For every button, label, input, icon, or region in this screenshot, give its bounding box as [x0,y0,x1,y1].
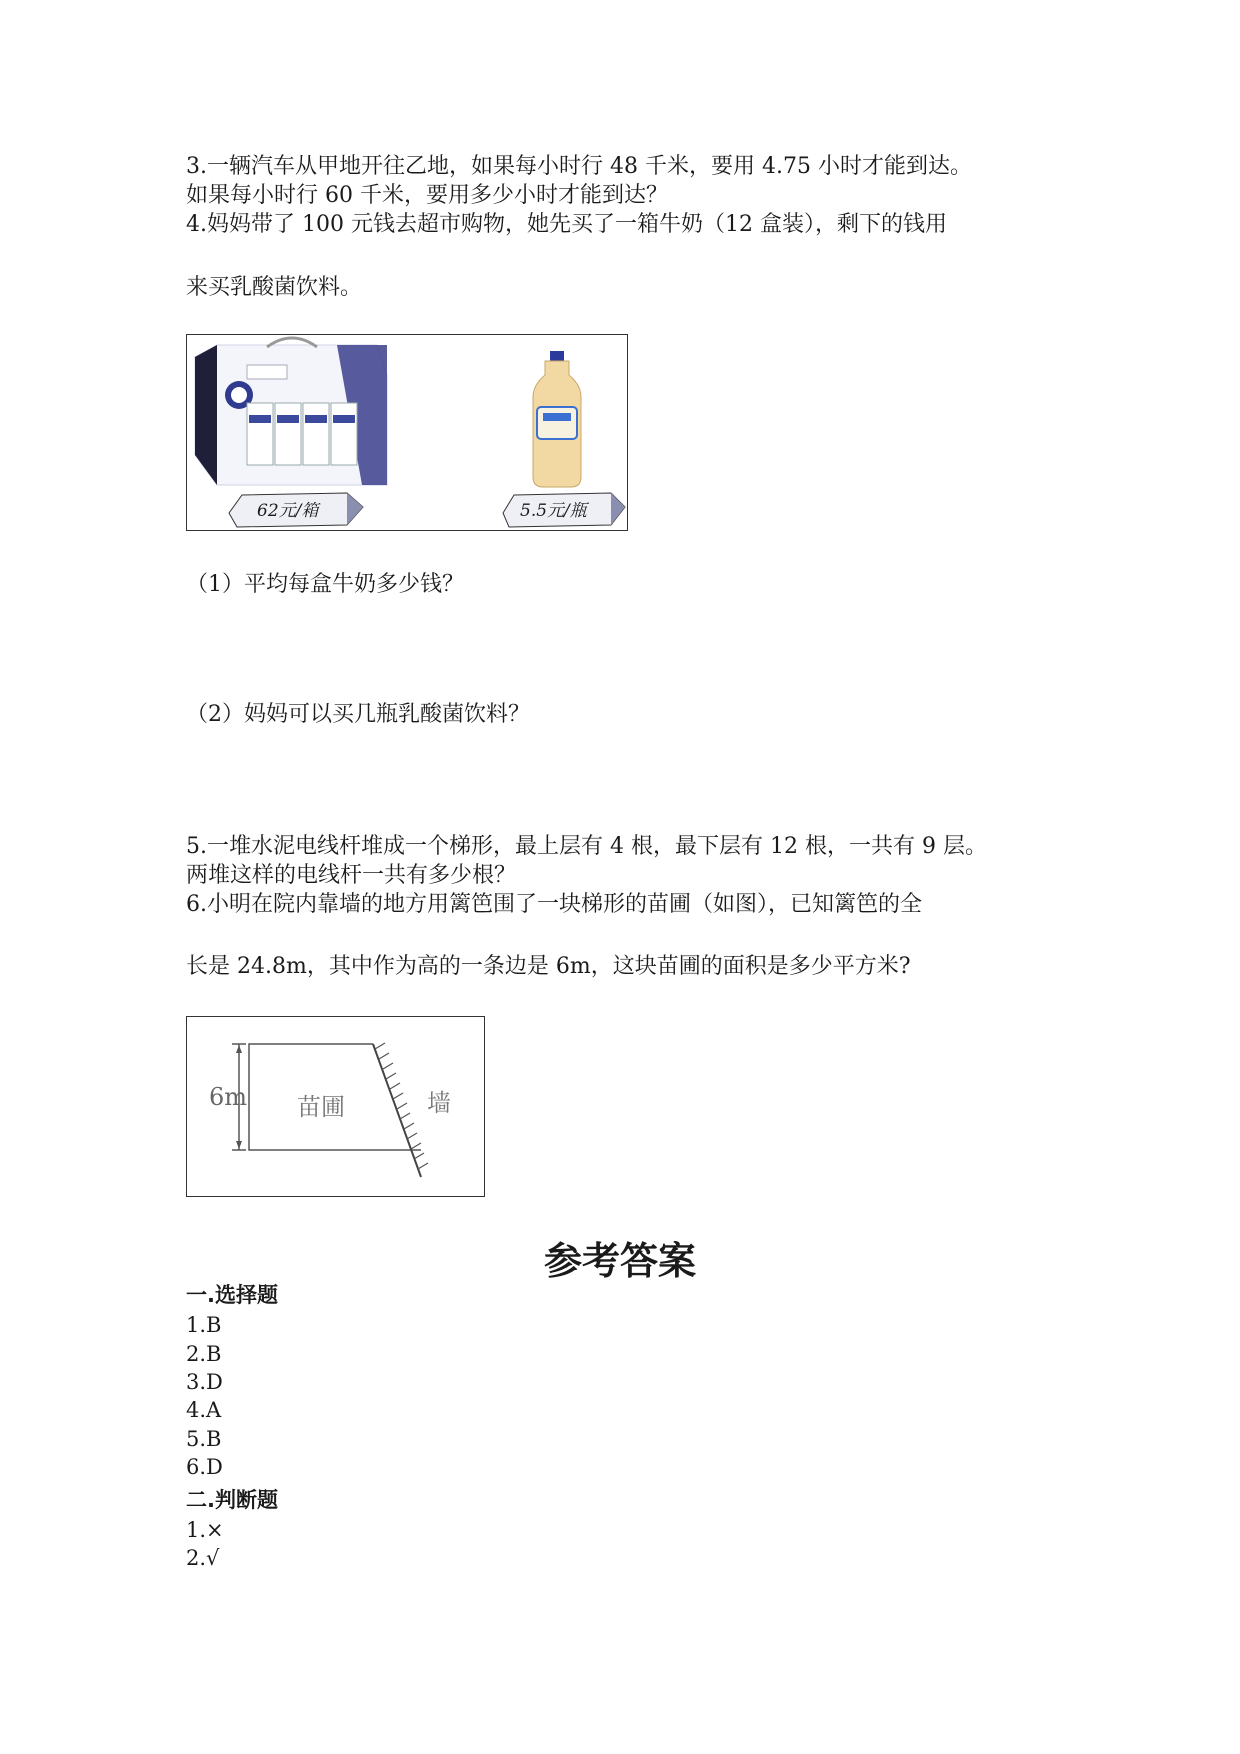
answer-item: 5.B [186,1427,222,1451]
products-figure [186,334,628,531]
section-2-heading: 二.判断题 [186,1488,278,1512]
q3-line-1: 3.一辆汽车从甲地开往乙地，如果每小时行 48 千米，要用 4.75 小时才能到达。 [186,154,972,179]
garden-figure [186,1016,485,1197]
section-1-heading: 一.选择题 [186,1283,278,1307]
garden-label: 苗圃 [297,1093,345,1121]
answer-item: 2.B [186,1342,222,1366]
q4-sub-1: （1）平均每盒牛奶多少钱？ [186,572,464,597]
q6-line-1: 6.小明在院内靠墙的地方用篱笆围了一块梯形的苗圃（如图），已知篱笆的全 [186,892,922,917]
q4-line-1: 4.妈妈带了 100 元钱去超市购物，她先买了一箱牛奶（12 盒装），剩下的钱用 [186,212,947,237]
answer-item: 1.B [186,1313,222,1337]
answer-item: 2.√ [186,1546,220,1570]
milk-box-icon [195,338,387,485]
answer-item: 6.D [186,1455,223,1479]
q5-line-1: 5.一堆水泥电线杆堆成一个梯形，最上层有 4 根，最下层有 12 根，一共有 9 层。 [186,834,987,859]
answer-item: 3.D [186,1370,223,1394]
q4-line-2: 来买乳酸菌饮料。 [186,275,363,300]
wall-label: 墙 [427,1089,451,1117]
q4-sub-2: （2）妈妈可以买几瓶乳酸菌饮料？ [186,702,530,727]
yogurt-bottle-icon [533,351,581,487]
answers-title: 参考答案 [543,1239,696,1283]
answer-item: 4.A [186,1398,222,1422]
height-label: 6m [209,1083,248,1111]
milk-price-label: 62元/箱 [257,501,319,521]
drink-price-label: 5.5元/瓶 [520,501,587,521]
q3-line-2: 如果每小时行 60 千米，要用多少小时才能到达？ [186,183,668,208]
q5-line-2: 两堆这样的电线杆一共有多少根？ [186,863,517,888]
q6-line-2: 长是 24.8m，其中作为高的一条边是 6m，这块苗圃的面积是多少平方米? [186,954,911,979]
answer-item: 1.× [186,1518,224,1542]
